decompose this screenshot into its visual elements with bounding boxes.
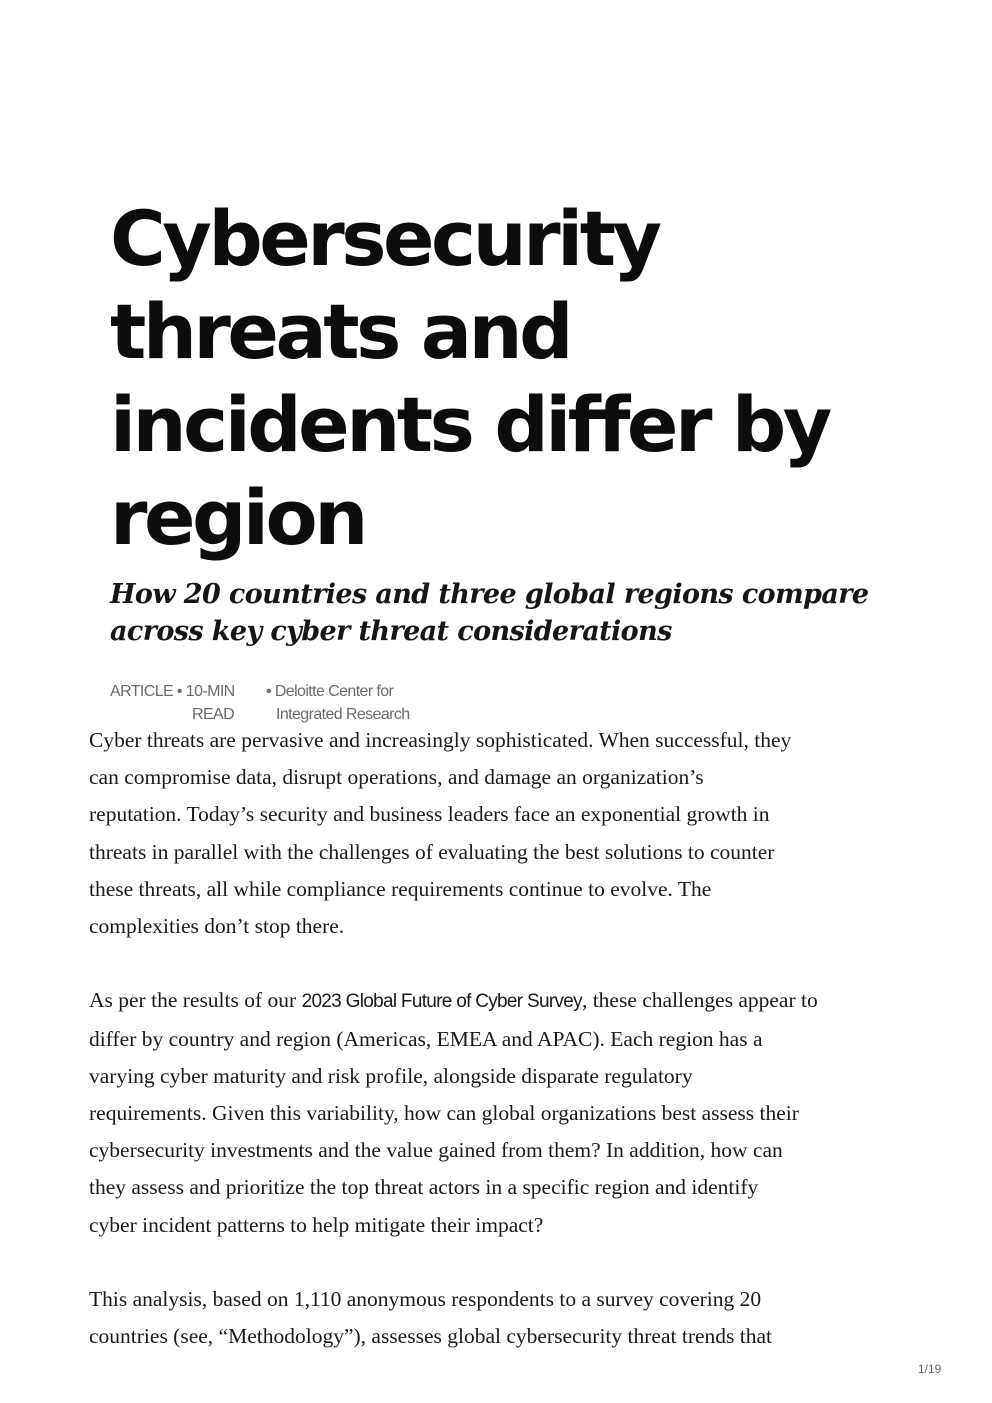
text-line: cyber incident patterns to help mitigate their impact? (89, 1212, 544, 1237)
text-line: This analysis, based on 1,110 anonymous respondents to a survey covering 20 (89, 1287, 762, 1312)
author-line[interactable]: Integrated Research (276, 706, 410, 723)
read-time-label: READ (192, 706, 235, 723)
text-line: threats in parallel with the challenges of evaluating the best solutions to counter (89, 839, 775, 864)
text-line: varying cyber maturity and risk profile, alongside disparate regulatory (89, 1063, 693, 1088)
survey-link[interactable]: 2023 Global Future of Cyber Survey (301, 991, 582, 1013)
text-fragment: , these challenges appear to (581, 988, 818, 1013)
page-number: 1/19 (918, 1362, 942, 1376)
text-line (89, 982, 919, 1020)
text-line: differ by country and region (Americas, EMEA and APAC). Each region has a (89, 1026, 763, 1051)
title-line: threats and (110, 287, 571, 376)
article-body (89, 722, 919, 1393)
text-line: they assess and prioritize the top threat actors in a specific region and identify (89, 1175, 759, 1200)
text-line: complexities don’t stop there. (89, 914, 345, 939)
title-line: region (110, 473, 365, 562)
text-line: can compromise data, disrupt operations, and damage an organization’s (89, 765, 704, 790)
author-line[interactable]: • Deloitte Center for (266, 683, 394, 700)
article-author-meta[interactable] (266, 680, 466, 726)
paragraph-3 (89, 1281, 919, 1355)
title-line: Cybersecurity (110, 194, 659, 283)
text-fragment: As per the results of our (89, 988, 302, 1013)
page-title (110, 192, 910, 564)
article-subtitle (110, 576, 930, 650)
paragraph-1 (89, 722, 919, 945)
subtitle-line: How 20 countries and three global regions compare (110, 579, 869, 610)
article-type-meta (110, 680, 260, 726)
article-type-label: ARTICLE • 10-MIN (110, 683, 235, 700)
text-line: cybersecurity investments and the value gained from them? In addition, how can (89, 1138, 783, 1163)
text-line: Cyber threats are pervasive and increasingly sophisticated. When successful, they (89, 728, 792, 752)
text-line: countries (see, “Methodology”), assesses global cybersecurity threat trends that (89, 1324, 773, 1349)
subtitle-line: across key cyber threat considerations (110, 616, 672, 647)
paragraph-2 (89, 982, 919, 1243)
text-line: requirements. Given this variability, how can global organizations best assess their (89, 1101, 799, 1126)
text-line: reputation. Today’s security and business leaders face an exponential growth in (89, 802, 770, 827)
text-line: these threats, all while compliance requirements continue to evolve. The (89, 876, 712, 901)
title-line: incidents differ by (110, 380, 829, 469)
